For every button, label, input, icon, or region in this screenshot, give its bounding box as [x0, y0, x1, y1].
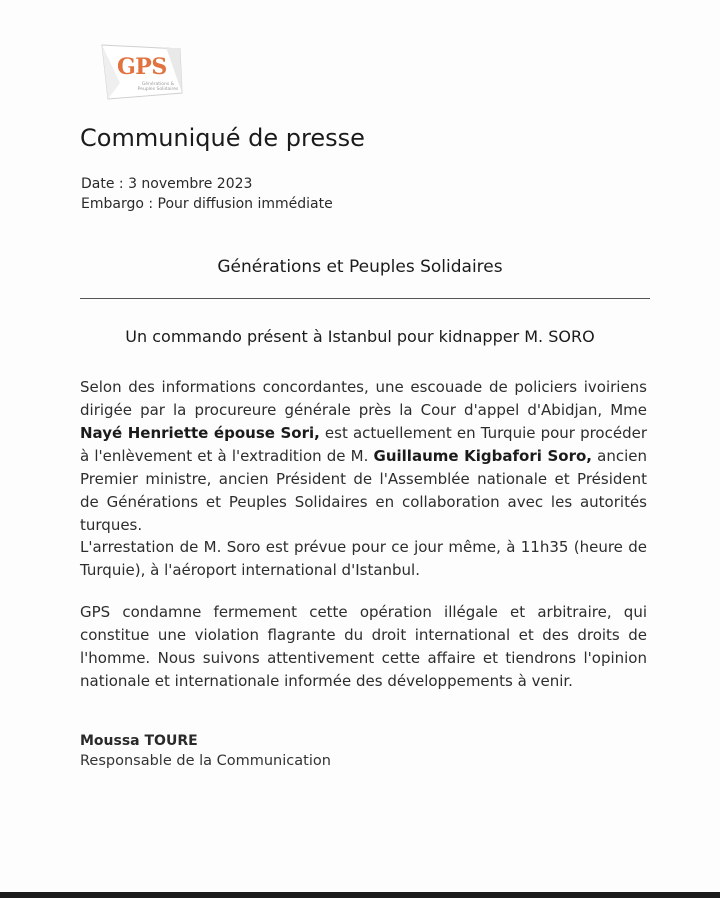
paragraph-1 — [80, 376, 647, 537]
date-line: Date : 3 novembre 2023 — [81, 176, 253, 192]
horizontal-divider — [80, 298, 650, 299]
gps-logo — [100, 43, 188, 101]
paragraph-1-bold-b: Guillaume Kigbafori Soro, — [373, 447, 592, 465]
signer-name: Moussa TOURE — [80, 733, 198, 749]
paragraph-3: GPS condamne fermement cette opération illégale et arbitraire, qui constitue une violation flagrante du droit international et des droits de l'homme. Nous suivons attentivement cette affaire et tiendrons l'opinion nationale et internationale informée des développements à venir. — [80, 603, 647, 690]
paragraph-1-text-c: ancien Premier ministre, ancien Président de l'Assemblée nationale et Président de Générations et Peuples Solidaires en collaboration avec les autorités turques. — [80, 447, 647, 534]
logo-text: GPS — [117, 54, 167, 80]
paragraph-1-text-a: Selon des informations concordantes, une escouade de policiers ivoiriens dirigée par la procureure générale près la Cour d'appel d'Abidjan, Mme — [80, 378, 647, 419]
signer-role: Responsable de la Communication — [80, 753, 331, 769]
document-title: Communiqué de presse — [80, 124, 365, 152]
bottom-edge-bar — [0, 892, 720, 898]
paragraph-1-text-b: est actuellement en Turquie pour procéder à l'enlèvement et à l'extradition de M. — [80, 424, 647, 465]
paragraph-1-bold-a: Nayé Henriette épouse Sori, — [80, 424, 320, 442]
organization-heading: Générations et Peuples Solidaires — [217, 257, 503, 277]
subject-heading: Un commando présent à Istanbul pour kidnapper M. SORO — [125, 327, 595, 346]
paragraph-2: L'arrestation de M. Soro est prévue pour ce jour même, à 11h35 (heure de Turquie), à l'aéroport international d'Istanbul. — [80, 538, 647, 579]
logo-subtitle: Générations & Peuples Solidaires — [137, 82, 179, 92]
embargo-line: Embargo : Pour diffusion immédiate — [81, 196, 333, 212]
